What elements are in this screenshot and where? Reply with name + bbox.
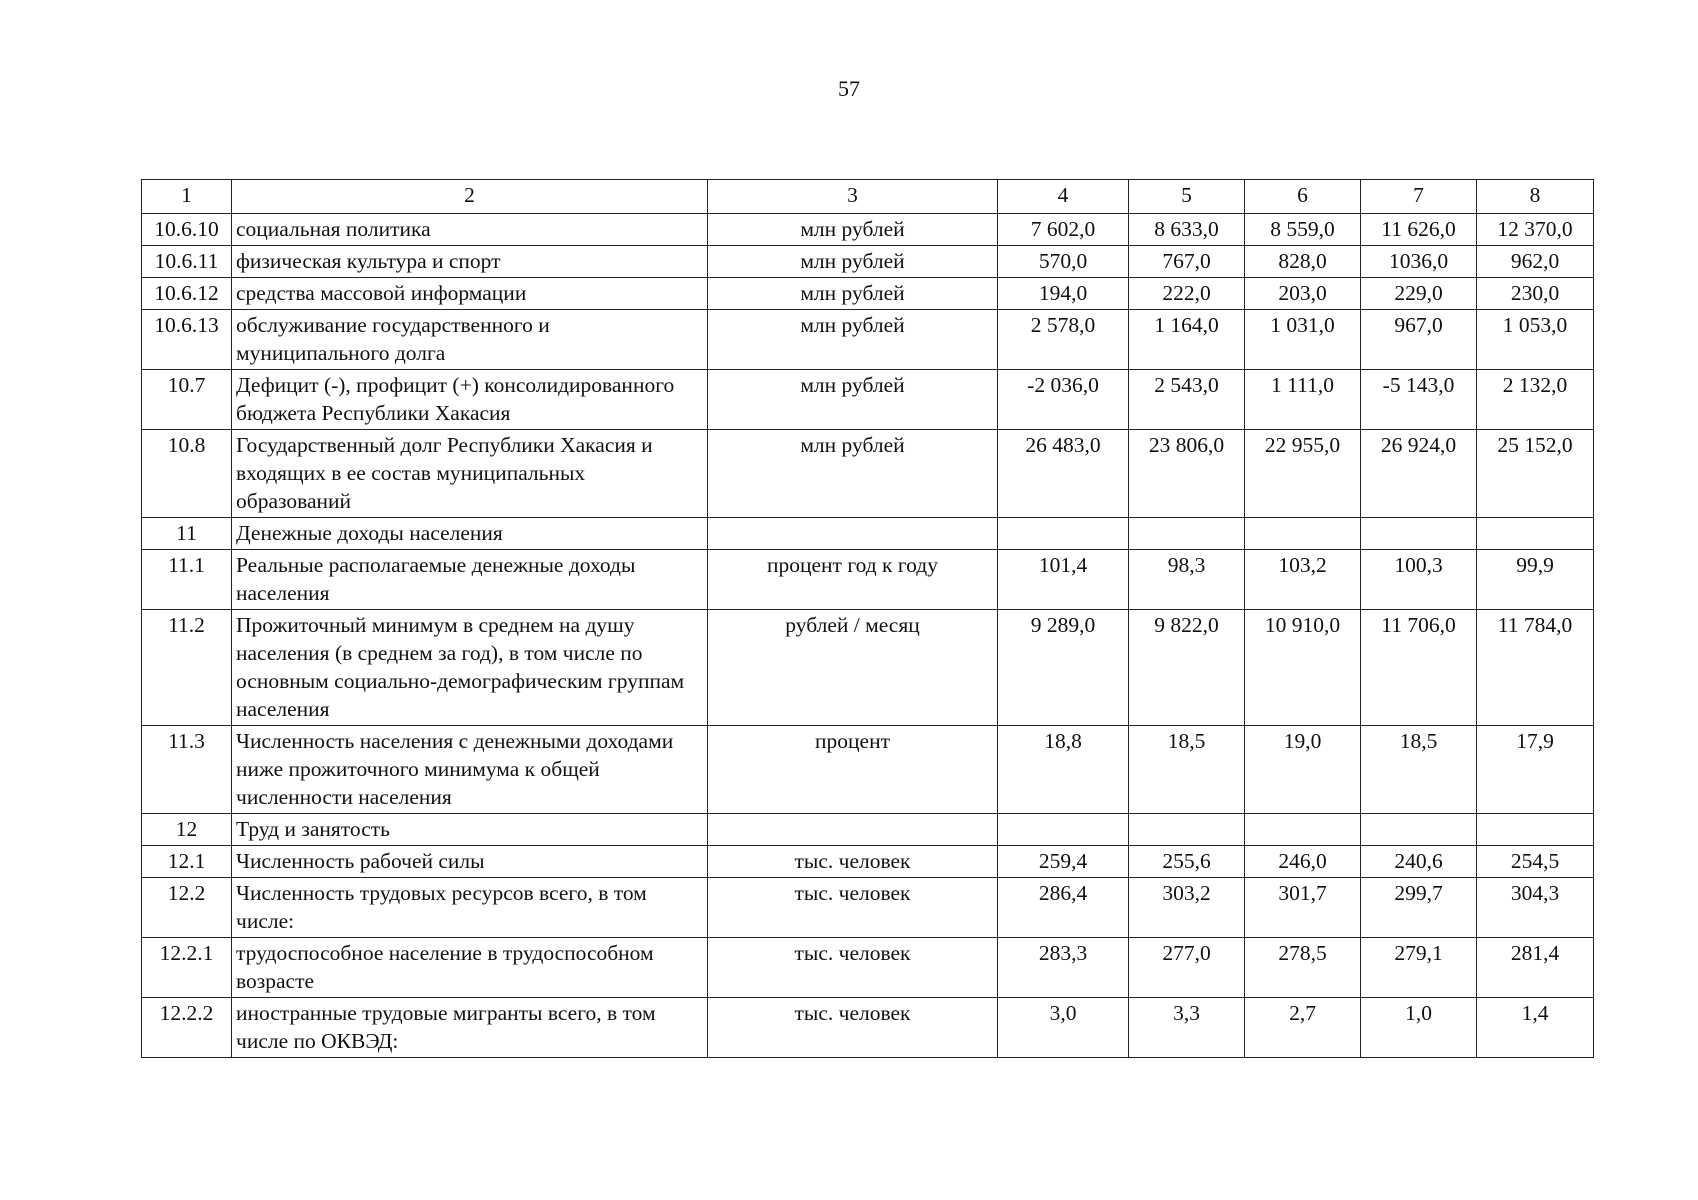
indicator-name: Численность рабочей силы [232,846,708,878]
value-cell: 1036,0 [1361,246,1477,278]
row-number: 11.1 [142,550,232,610]
row-number: 12.2.2 [142,998,232,1058]
indicator-name: Численность трудовых ресурсов всего, в том числе: [232,878,708,938]
table-row [142,938,1594,998]
column-number-row [142,180,1594,214]
table-row [142,278,1594,310]
value-cell: 9 822,0 [1129,610,1245,726]
value-cell: 18,5 [1361,726,1477,814]
indicator-name: Денежные доходы населения [232,518,708,550]
table-row [142,550,1594,610]
unit-cell [708,814,998,846]
value-cell: 11 706,0 [1361,610,1477,726]
value-cell: 962,0 [1477,246,1594,278]
value-cell: 23 806,0 [1129,430,1245,518]
value-cell: 11 784,0 [1477,610,1594,726]
value-cell [1477,518,1594,550]
value-cell: 281,4 [1477,938,1594,998]
column-number: 4 [998,180,1129,214]
value-cell: 828,0 [1245,246,1361,278]
table-row [142,430,1594,518]
value-cell: 8 559,0 [1245,214,1361,246]
row-number: 12.2 [142,878,232,938]
indicator-name: Дефицит (-), профицит (+) консолидированного бюджета Республики Хакасия [232,370,708,430]
column-number: 3 [708,180,998,214]
value-cell: 103,2 [1245,550,1361,610]
value-cell: 1 164,0 [1129,310,1245,370]
row-number: 10.6.13 [142,310,232,370]
indicator-name: Реальные располагаемые денежные доходы населения [232,550,708,610]
value-cell: 283,3 [998,938,1129,998]
value-cell: 3,3 [1129,998,1245,1058]
value-cell: 222,0 [1129,278,1245,310]
value-cell: 301,7 [1245,878,1361,938]
value-cell [1129,518,1245,550]
unit-cell: тыс. человек [708,938,998,998]
table-row [142,998,1594,1058]
table-row [142,310,1594,370]
column-number: 1 [142,180,232,214]
value-cell: 22 955,0 [1245,430,1361,518]
value-cell: 286,4 [998,878,1129,938]
column-number: 8 [1477,180,1594,214]
row-number: 11.2 [142,610,232,726]
unit-cell [708,518,998,550]
value-cell: 7 602,0 [998,214,1129,246]
value-cell: 255,6 [1129,846,1245,878]
value-cell: 277,0 [1129,938,1245,998]
value-cell: -2 036,0 [998,370,1129,430]
value-cell [998,814,1129,846]
indicator-name: Государственный долг Республики Хакасия и входящих в ее состав муниципальных образований [232,430,708,518]
value-cell: 17,9 [1477,726,1594,814]
value-cell: 1 031,0 [1245,310,1361,370]
value-cell: 1 111,0 [1245,370,1361,430]
table-row [142,846,1594,878]
indicator-name: социальная политика [232,214,708,246]
value-cell: 570,0 [998,246,1129,278]
table-row [142,726,1594,814]
value-cell: 98,3 [1129,550,1245,610]
unit-cell: млн рублей [708,310,998,370]
column-number: 2 [232,180,708,214]
value-cell: 194,0 [998,278,1129,310]
value-cell: 2 578,0 [998,310,1129,370]
value-cell: 254,5 [1477,846,1594,878]
row-number: 11.3 [142,726,232,814]
unit-cell: тыс. человек [708,878,998,938]
column-number: 7 [1361,180,1477,214]
value-cell: 26 924,0 [1361,430,1477,518]
unit-cell: процент [708,726,998,814]
value-cell [1245,814,1361,846]
value-cell: 299,7 [1361,878,1477,938]
value-cell: 101,4 [998,550,1129,610]
value-cell: 2,7 [1245,998,1361,1058]
unit-cell: млн рублей [708,214,998,246]
unit-cell: тыс. человек [708,998,998,1058]
indicator-name: трудоспособное население в трудоспособном возрасте [232,938,708,998]
indicator-name: Прожиточный минимум в среднем на душу населения (в среднем за год), в том числе по основным социально-демографическим группам населения [232,610,708,726]
table-body [142,180,1594,1058]
value-cell: 967,0 [1361,310,1477,370]
value-cell: 10 910,0 [1245,610,1361,726]
value-cell: 12 370,0 [1477,214,1594,246]
value-cell: 9 289,0 [998,610,1129,726]
value-cell: 2 132,0 [1477,370,1594,430]
value-cell: 279,1 [1361,938,1477,998]
row-number: 12.1 [142,846,232,878]
unit-cell: тыс. человек [708,846,998,878]
value-cell: 1,4 [1477,998,1594,1058]
row-number: 11 [142,518,232,550]
value-cell: 18,5 [1129,726,1245,814]
value-cell: 100,3 [1361,550,1477,610]
value-cell: 246,0 [1245,846,1361,878]
value-cell: 278,5 [1245,938,1361,998]
row-number: 10.6.12 [142,278,232,310]
value-cell: 303,2 [1129,878,1245,938]
table-row [142,370,1594,430]
value-cell: 230,0 [1477,278,1594,310]
unit-cell: процент год к году [708,550,998,610]
value-cell [1245,518,1361,550]
table-row [142,518,1594,550]
value-cell: 18,8 [998,726,1129,814]
value-cell: 1,0 [1361,998,1477,1058]
indicator-name: обслуживание государственного и муниципального долга [232,310,708,370]
table-row [142,246,1594,278]
value-cell: 25 152,0 [1477,430,1594,518]
row-number: 10.7 [142,370,232,430]
value-cell: 8 633,0 [1129,214,1245,246]
row-number: 12.2.1 [142,938,232,998]
value-cell: 11 626,0 [1361,214,1477,246]
value-cell: 19,0 [1245,726,1361,814]
value-cell [998,518,1129,550]
indicators-table [141,179,1594,1058]
indicator-name: Численность населения с денежными доходами ниже прожиточного минимума к общей численности населения [232,726,708,814]
value-cell: 3,0 [998,998,1129,1058]
value-cell: -5 143,0 [1361,370,1477,430]
table-row [142,214,1594,246]
unit-cell: млн рублей [708,370,998,430]
unit-cell: млн рублей [708,246,998,278]
value-cell [1361,518,1477,550]
value-cell: 203,0 [1245,278,1361,310]
value-cell: 1 053,0 [1477,310,1594,370]
column-number: 5 [1129,180,1245,214]
value-cell: 240,6 [1361,846,1477,878]
value-cell: 229,0 [1361,278,1477,310]
table-row [142,814,1594,846]
table-row [142,878,1594,938]
row-number: 10.6.11 [142,246,232,278]
row-number: 10.8 [142,430,232,518]
column-number: 6 [1245,180,1361,214]
indicator-name: Труд и занятость [232,814,708,846]
value-cell: 2 543,0 [1129,370,1245,430]
value-cell [1477,814,1594,846]
indicator-name: средства массовой информации [232,278,708,310]
indicator-name: физическая культура и спорт [232,246,708,278]
value-cell: 304,3 [1477,878,1594,938]
value-cell: 259,4 [998,846,1129,878]
value-cell [1129,814,1245,846]
indicator-name: иностранные трудовые мигранты всего, в том числе по ОКВЭД: [232,998,708,1058]
value-cell [1361,814,1477,846]
row-number: 10.6.10 [142,214,232,246]
unit-cell: млн рублей [708,278,998,310]
row-number: 12 [142,814,232,846]
value-cell: 767,0 [1129,246,1245,278]
value-cell: 26 483,0 [998,430,1129,518]
table-row [142,610,1594,726]
page-number: 57 [838,76,860,101]
unit-cell: рублей / месяц [708,610,998,726]
value-cell: 99,9 [1477,550,1594,610]
unit-cell: млн рублей [708,430,998,518]
